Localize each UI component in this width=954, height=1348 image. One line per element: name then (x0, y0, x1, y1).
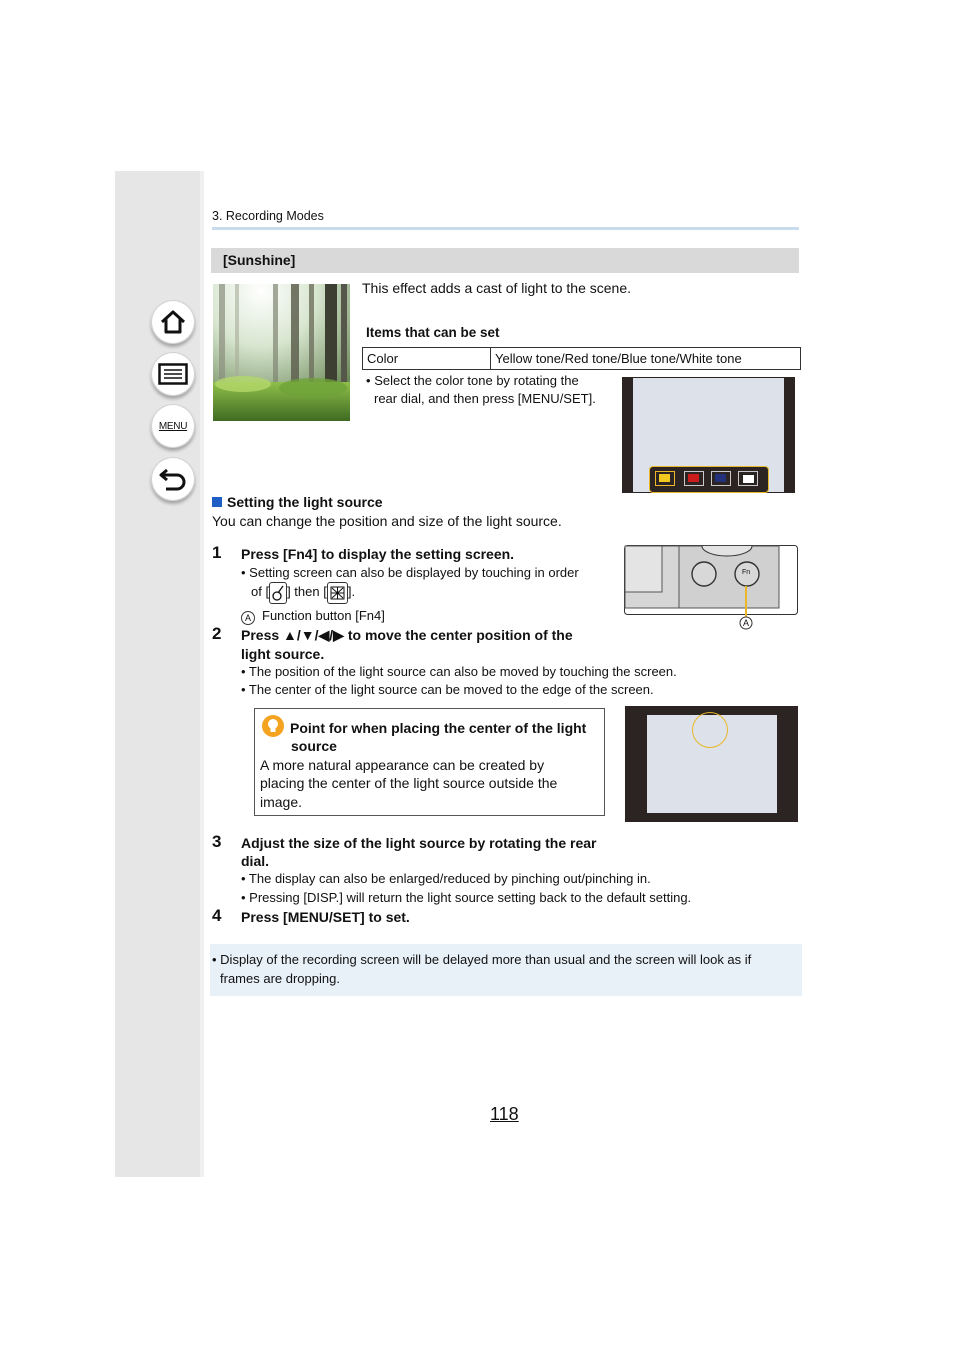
note-line: frames are dropping. (220, 971, 340, 986)
section-bar (211, 248, 799, 273)
note-line: • Display of the recording screen will be delayed more than usual and the screen will look as if (212, 952, 752, 967)
fn-button-label: Fn (742, 569, 751, 576)
step-title-line2: dial. (241, 853, 270, 869)
camera-figure (624, 545, 800, 633)
color-value-cell: Yellow tone/Red tone/Blue tone/White tone (491, 348, 801, 370)
items-heading: Items that can be set (366, 325, 500, 340)
home-button[interactable] (151, 300, 195, 344)
step-bullet: • The position of the light source can also be moved by touching the screen. (241, 664, 677, 679)
items-bullet (366, 372, 579, 390)
step-number: 2 (212, 624, 222, 643)
light-source-desc: You can change the position and size of the light source. (212, 513, 562, 529)
red-tone-chip[interactable] (684, 471, 704, 486)
callout-letter: A (743, 618, 750, 628)
step-bullet: • Setting screen can also be displayed by touching in order (241, 565, 579, 580)
section-title: [Sunshine] (223, 252, 296, 268)
items-table (362, 347, 801, 370)
list-icon (158, 363, 188, 385)
bullet-marker: • (366, 373, 371, 388)
intro-text: This effect adds a cast of light to the scene. (362, 280, 632, 296)
light-source-heading: Setting the light source (212, 493, 383, 512)
step-bullet: • The center of the light source can be moved to the edge of the screen. (241, 682, 654, 697)
white-tone-swatch (742, 474, 755, 484)
color-label-cell: Color (363, 348, 491, 370)
step-number: 3 (212, 832, 222, 851)
lightbulb-icon (262, 715, 284, 737)
blue-tone-swatch (715, 474, 726, 482)
back-button[interactable] (151, 457, 195, 501)
header-rule (212, 227, 799, 230)
sample-photo (213, 284, 350, 421)
red-tone-swatch (688, 474, 699, 482)
step-bullet: • Pressing [DISP.] will return the light source setting back to the default setting. (241, 890, 692, 905)
step-title: Adjust the size of the light source by rotating the rear (241, 835, 597, 851)
light-source-marker[interactable] (692, 712, 728, 748)
page-number: 118 (490, 1104, 519, 1124)
step-number: 1 (212, 543, 222, 562)
home-icon (159, 309, 187, 335)
white-tone-chip[interactable] (738, 471, 758, 486)
step-title-line2: light source. (241, 646, 325, 662)
tip-title: Point for when placing the center of the light (290, 720, 587, 736)
filter-icon (269, 582, 287, 604)
yellow-tone-chip[interactable] (655, 471, 675, 486)
tip-body-line: placing the center of the light source outside the (260, 775, 558, 791)
back-icon (158, 466, 188, 492)
menu-icon: MENU (158, 420, 188, 432)
step-number: 4 (212, 906, 222, 925)
blue-tone-chip[interactable] (711, 471, 731, 486)
sunshine-setting-icon (327, 582, 348, 604)
callout-letter-a-icon: A (241, 611, 255, 625)
tip-body-line: image. (260, 794, 303, 810)
step-title: Press [MENU/SET] to set. (241, 909, 410, 925)
step-title: Press ▲/▼/◀/▶ to move the center position of the (241, 627, 573, 643)
menu-button[interactable] (151, 404, 195, 448)
yellow-tone-swatch (659, 474, 670, 482)
blue-square-icon (212, 497, 222, 507)
step-title: Press [Fn4] to display the setting screen. (241, 546, 515, 562)
step-bullet-line2: of [ ] then [ ]. (251, 582, 355, 604)
tip-title-line2: source (291, 738, 337, 754)
table-row (363, 348, 801, 370)
light-position-screen (625, 706, 798, 822)
tip-body-line: A more natural appearance can be created by (260, 757, 545, 773)
tone-selector[interactable] (649, 466, 769, 493)
contents-button[interactable] (151, 352, 195, 396)
breadcrumb: 3. Recording Modes (212, 209, 324, 223)
items-bullet-line2: rear dial, and then press [MENU/SET]. (374, 391, 596, 406)
items-bullet-line1: Select the color tone by rotating the (374, 373, 579, 388)
step-bullet: • The display can also be enlarged/reduced by pinching out/pinching in. (241, 871, 651, 886)
fn-callout: A Function button [Fn4] (241, 607, 385, 625)
sidebar-edge (200, 171, 204, 1177)
